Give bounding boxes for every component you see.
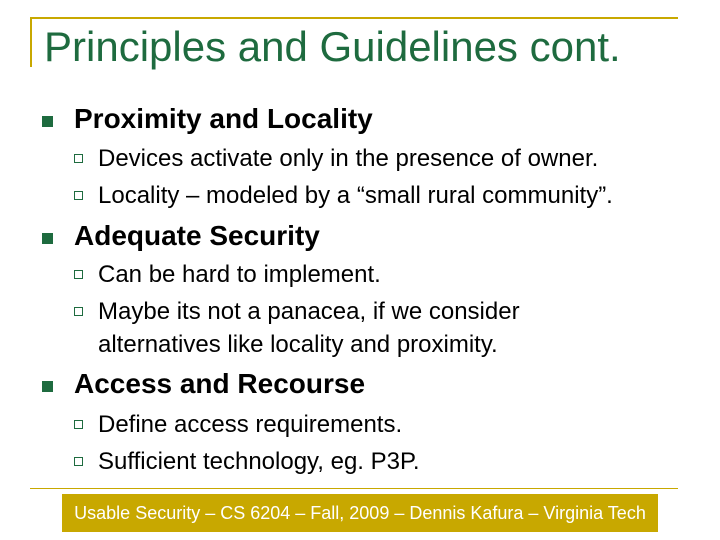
slide-title: Principles and Guidelines cont.	[44, 23, 621, 70]
hollow-square-bullet-icon	[74, 191, 83, 200]
hollow-square-bullet-icon	[74, 307, 83, 316]
list-item: Can be hard to implement.	[98, 261, 381, 288]
list-item: Define access requirements.	[98, 411, 403, 438]
list-item-continuation: alternatives like locality and proximity.	[98, 331, 498, 358]
hollow-square-bullet-icon	[74, 270, 83, 279]
hollow-square-bullet-icon	[74, 154, 83, 163]
list-item: Devices activate only in the presence of owner.	[98, 145, 599, 172]
section-heading-security: Adequate Security	[74, 220, 320, 251]
slide-footer: Usable Security – CS 6204 – Fall, 2009 – Dennis Kafura – Virginia Tech	[62, 494, 658, 532]
square-bullet-icon	[42, 381, 53, 392]
hollow-square-bullet-icon	[74, 420, 83, 429]
section-heading-access: Access and Recourse	[74, 368, 366, 399]
list-item: Sufficient technology, eg. P3P.	[98, 448, 420, 475]
section-heading-proximity: Proximity and Locality	[74, 103, 373, 134]
hollow-square-bullet-icon	[74, 457, 83, 466]
footer-rule	[30, 488, 678, 489]
square-bullet-icon	[42, 233, 53, 244]
list-item: Locality – modeled by a “small rural community”.	[98, 182, 613, 209]
list-item: Maybe its not a panacea, if we consider	[98, 298, 520, 325]
square-bullet-icon	[42, 116, 53, 127]
